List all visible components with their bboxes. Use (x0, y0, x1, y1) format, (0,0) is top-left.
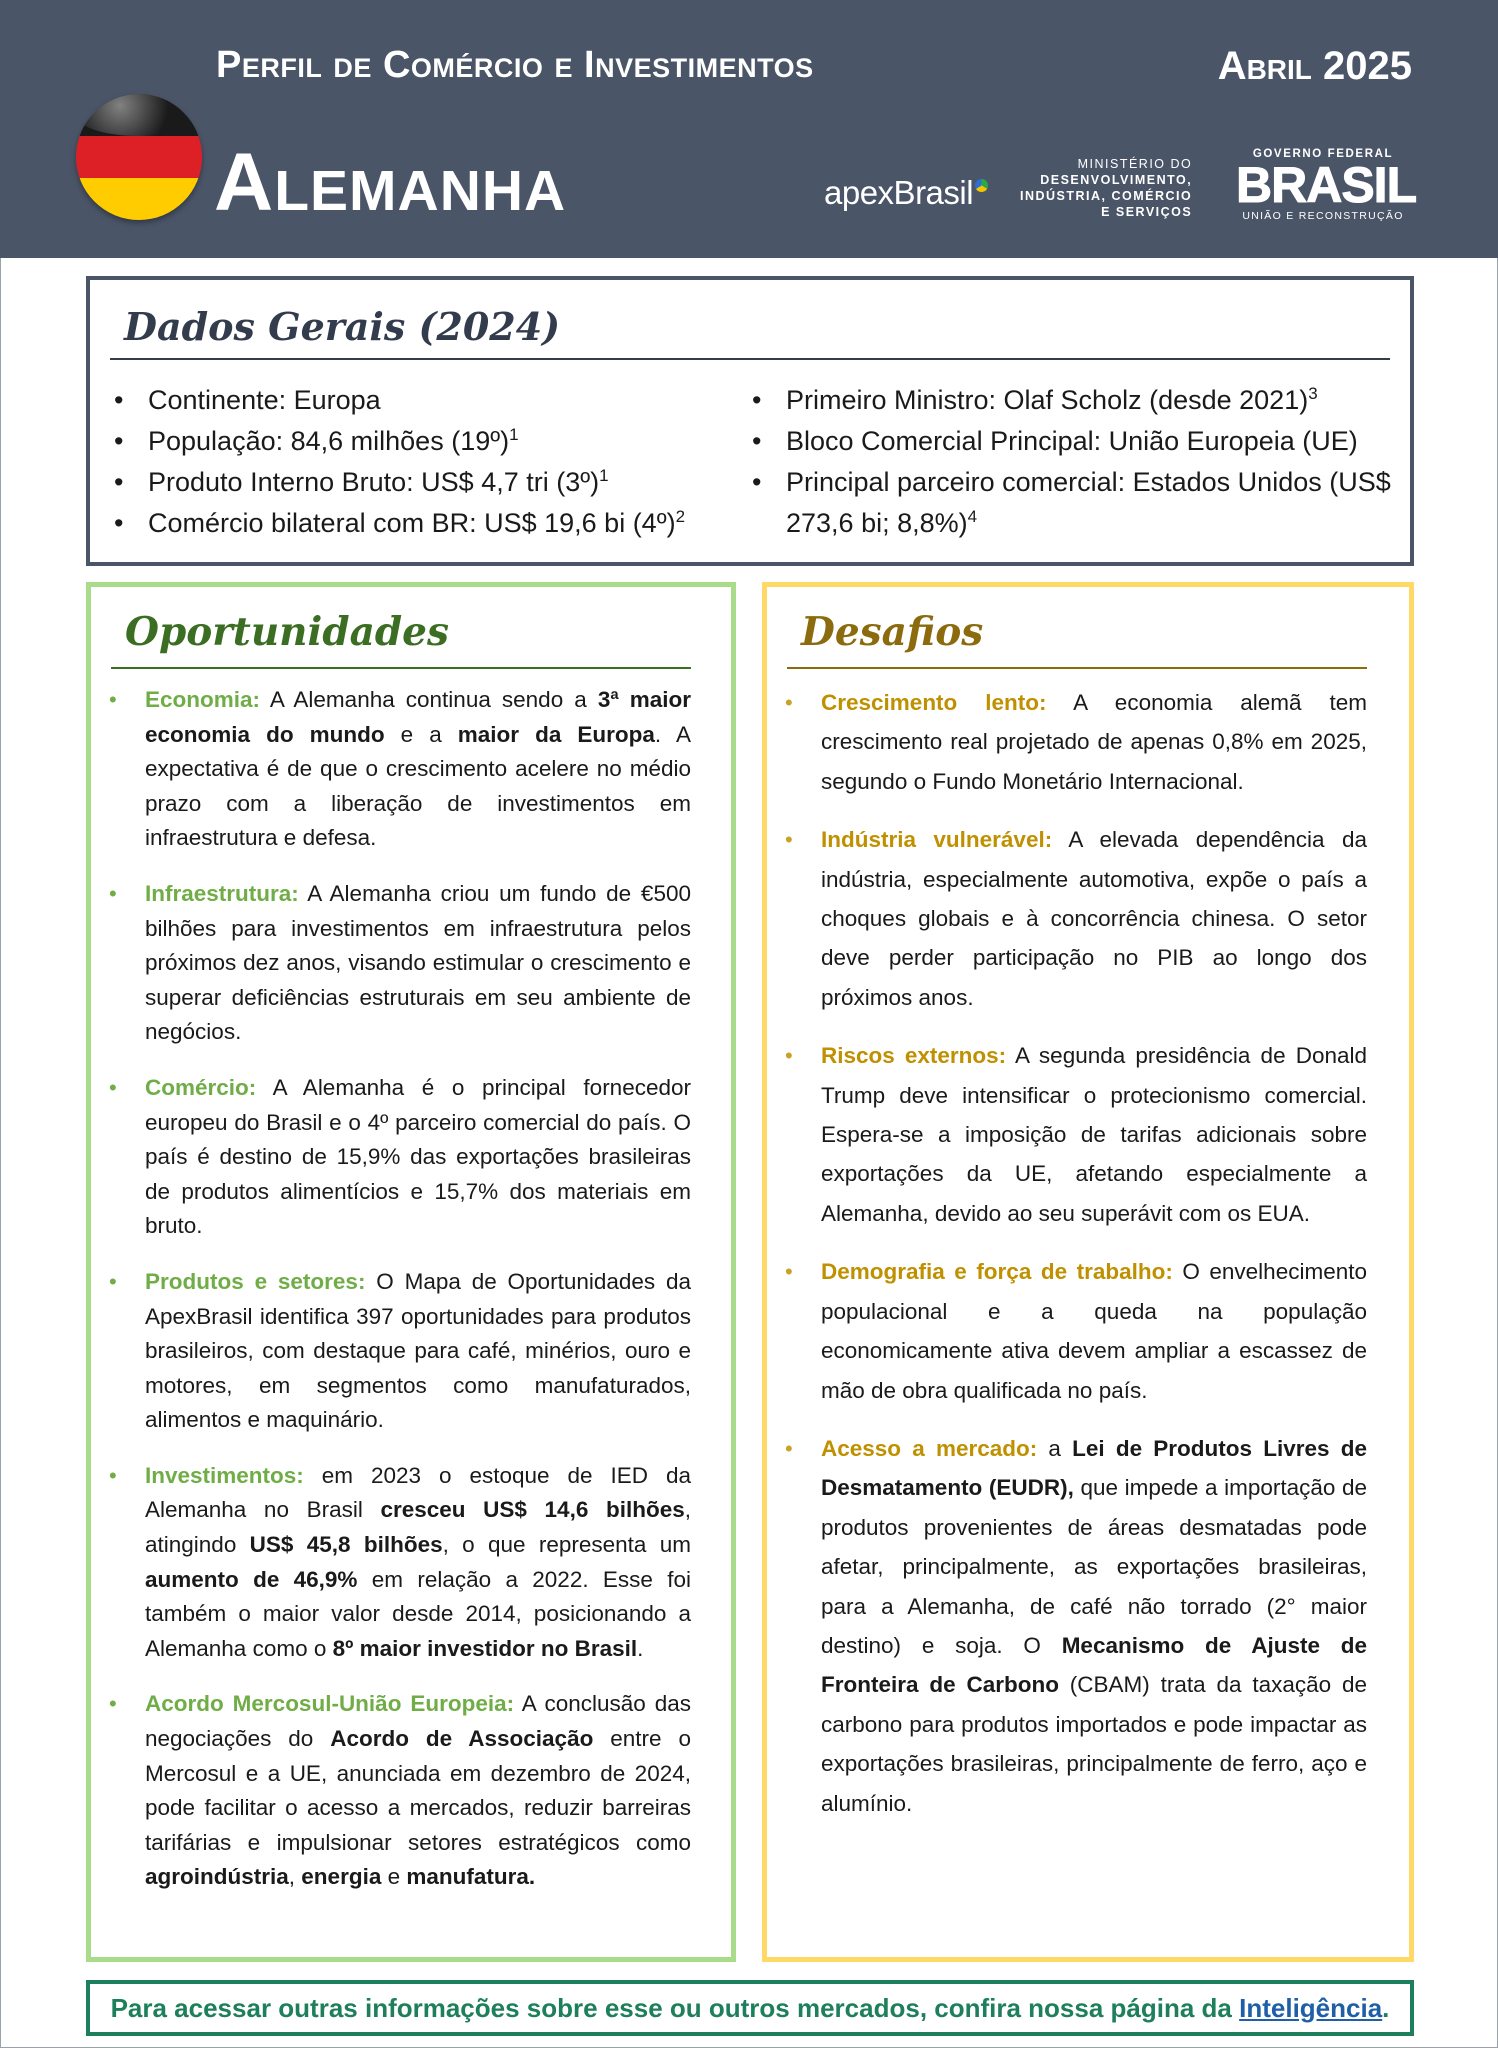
bold-text: Mecanismo de Ajuste de Fronteira de Carbono (821, 1632, 1367, 1698)
dados-item: • Primeiro Ministro: Olaf Scholz (desde 2021)$^3$ (752, 380, 1392, 421)
footer-text: Para acessar outras informações sobre esse ou outros mercados, confira nossa página da (110, 1993, 1240, 2023)
bold-text: US$ 45,8 bilhões (249, 1532, 443, 1558)
oportunidades-title: Oportunidades (125, 609, 449, 655)
dados-gerais-box (86, 276, 1414, 566)
dados-gerais-title: Dados Gerais (2024) (124, 304, 561, 349)
oportunidades-list (109, 683, 691, 1916)
oportunidades-box (86, 582, 736, 1962)
dados-list-right (752, 380, 1392, 544)
report-title: Perfil de Comércio e Investimentos (216, 44, 814, 86)
gov-top-text: GOVERNO FEDERAL (1252, 148, 1394, 160)
bold-text: energia (301, 1864, 382, 1890)
bullet-label: Produtos e setores: (145, 1268, 366, 1294)
bullet-label: Demografia e força de trabalho: (821, 1259, 1173, 1285)
germany-flag-icon (76, 94, 202, 220)
country-name: Alemanha (214, 137, 567, 228)
gov-brasil-text: BRASIL (1236, 157, 1417, 213)
governo-federal-logo (1236, 148, 1417, 222)
report-date: Abril 2025 (1217, 44, 1412, 88)
apexbrasil-logo-text: apexBrasil (824, 174, 974, 211)
oportunidades-divider (111, 667, 691, 669)
gov-bottom-text: UNIÃO E RECONSTRUÇÃO (1242, 210, 1404, 222)
bullet-item: • Economia: A Alemanha continua sendo a 3ª maior economia do mundo e a maior da Europa. A expectativa é de que o crescimento acelere no médio prazo com a liberação de investimentos em infraestrutura e defesa. (109, 683, 691, 856)
bullet-item: • Comércio: A Alemanha é o principal fornecedor europeu do Brasil e o 4º parceiro comercial do país. O país é destino de 15,9% das exportações brasileiras de produtos alimentícios e 15,7% dos materiais em bruto. (109, 1071, 691, 1244)
apexbrasil-dot-icon (975, 179, 988, 192)
header-banner (0, 0, 1498, 258)
dados-item: • População: 84,6 milhões (19º)$^1$ (114, 421, 734, 462)
bullet-label: Economia: (145, 687, 261, 712)
dados-item: • Bloco Comercial Principal: União Europeia (UE) (752, 421, 1392, 462)
bold-text: cresceu US$ 14,6 bilhões (380, 1497, 685, 1523)
dados-item: • Produto Interno Bruto: US$ 4,7 tri (3º)$^1$ (114, 462, 734, 503)
desafios-divider (787, 667, 1367, 669)
apexbrasil-logo (824, 174, 988, 212)
flag-shine (76, 94, 202, 136)
bullet-item: • Acesso a mercado: a Lei de Produtos Livres de Desmatamento (EUDR), que impede a importação de produtos provenientes de áreas desmatadas pode afetar, principalmente, as exportações brasileiras, para a Alemanha, de café não torrado (2° maior destino) e soja. O Mecanismo de Ajuste de Fronteira de Carbono (CBAM) trata da taxação de carbono para produtos importados e pode impactar as exportações brasileiras, principalmente de ferro, aço e alumínio. (785, 1429, 1367, 1823)
ministry-line-1: MINISTÉRIO DO (1077, 157, 1193, 171)
bullet-label: Comércio: (145, 1074, 257, 1100)
dados-item: • Continente: Europa (114, 380, 734, 421)
bold-text: agroindústria (145, 1864, 289, 1890)
bold-text: 3ª maior economia do mundo (145, 687, 691, 747)
bullet-label: Crescimento lento: (821, 690, 1047, 715)
dados-gerais-divider (110, 358, 1390, 360)
bold-text: aumento de 46,9% (145, 1566, 358, 1592)
ministry-line-4: E SERVIÇOS (1101, 205, 1193, 219)
ministry-line-2: DESENVOLVIMENTO, (1040, 173, 1193, 187)
footer-end: . (1382, 1993, 1390, 2023)
footer-banner (86, 1980, 1414, 2036)
bold-text: maior da Europa (457, 721, 655, 747)
dados-list-left (114, 380, 734, 544)
bullet-item: • Demografia e força de trabalho: O envelhecimento populacional e a queda na população economicamente ativa devem ampliar a escassez de mão de obra qualificada no país. (785, 1252, 1367, 1410)
ministry-line-3: INDÚSTRIA, COMÉRCIO (1020, 189, 1193, 203)
bold-text: Lei de Produtos Livres de Desmatamento (EUDR), (821, 1435, 1367, 1501)
flag-stripe-red (76, 136, 202, 178)
bold-text: manufatura. (406, 1864, 536, 1890)
bullet-label: Riscos externos: (821, 1043, 1007, 1069)
desafios-box (762, 582, 1414, 1962)
dados-item: • Principal parceiro comercial: Estados Unidos (US$ 273,6 bi; 8,8%)$^4$ (752, 462, 1392, 544)
bullet-item: • Investimentos: em 2023 o estoque de IED da Alemanha no Brasil cresceu US$ 14,6 bilhões, atingindo US$ 45,8 bilhões, o que representa um aumento de 46,9% em relação a 2022. Esse foi também o maior valor desde 2014, posicionando a Alemanha como o 8º maior investidor no Brasil. (109, 1459, 691, 1667)
bold-text: 8º maior investidor no Brasil (332, 1635, 638, 1661)
bullet-item: • Indústria vulnerável: A elevada dependência da indústria, especialmente automotiva, expõe o país a choques globais e à concorrência chinesa. O setor deve perder participação no PIB ao longo dos próximos anos. (785, 820, 1367, 1017)
bullet-label: Acordo Mercosul-União Europeia: (145, 1691, 515, 1717)
bullet-item: • Crescimento lento: A economia alemã tem crescimento real projetado de apenas 0,8% em 2025, segundo o Fundo Monetário Internacional. (785, 683, 1367, 801)
desafios-list (785, 683, 1367, 1842)
desafios-title: Desafios (801, 609, 984, 655)
ministry-logo (1020, 156, 1192, 220)
bullet-item: • Produtos e setores: O Mapa de Oportunidades da ApexBrasil identifica 397 oportunidades para produtos brasileiros, com destaque para café, minérios, ouro e motores, em segmentos como manufaturados, alimentos e maquinário. (109, 1265, 691, 1438)
bullet-item: • Infraestrutura: A Alemanha criou um fundo de €500 bilhões para investimentos em infraestrutura pelos próximos dez anos, visando estimular o crescimento e superar deficiências estruturais em seu ambiente de negócios. (109, 877, 691, 1050)
bullet-label: Investimentos: (145, 1462, 304, 1488)
flag-stripe-gold (76, 178, 202, 220)
bullet-item: • Riscos externos: A segunda presidência de Donald Trump deve intensificar o protecionismo comercial. Espera-se a imposição de tarifas adicionais sobre exportações da UE, afetando especialmente a Alemanha, devido ao seu superávit com os EUA. (785, 1036, 1367, 1233)
dados-item: • Comércio bilateral com BR: US$ 19,6 bi (4º)$^2$ (114, 503, 734, 544)
bullet-item: • Acordo Mercosul-União Europeia: A conclusão das negociações do Acordo de Associação entre o Mercosul e a UE, anunciada em dezembro de 2024, pode facilitar o acesso a mercados, reduzir barreiras tarifárias e impulsionar setores estratégicos como agroindústria, energia e manufatura. (109, 1687, 691, 1895)
bold-text: Acordo de Associação (330, 1726, 594, 1752)
bullet-label: Infraestrutura: (145, 880, 299, 906)
inteligencia-link[interactable]: Inteligência (1239, 1993, 1383, 2023)
bullet-label: Acesso a mercado: (821, 1435, 1038, 1461)
bullet-label: Indústria vulnerável: (821, 827, 1053, 853)
